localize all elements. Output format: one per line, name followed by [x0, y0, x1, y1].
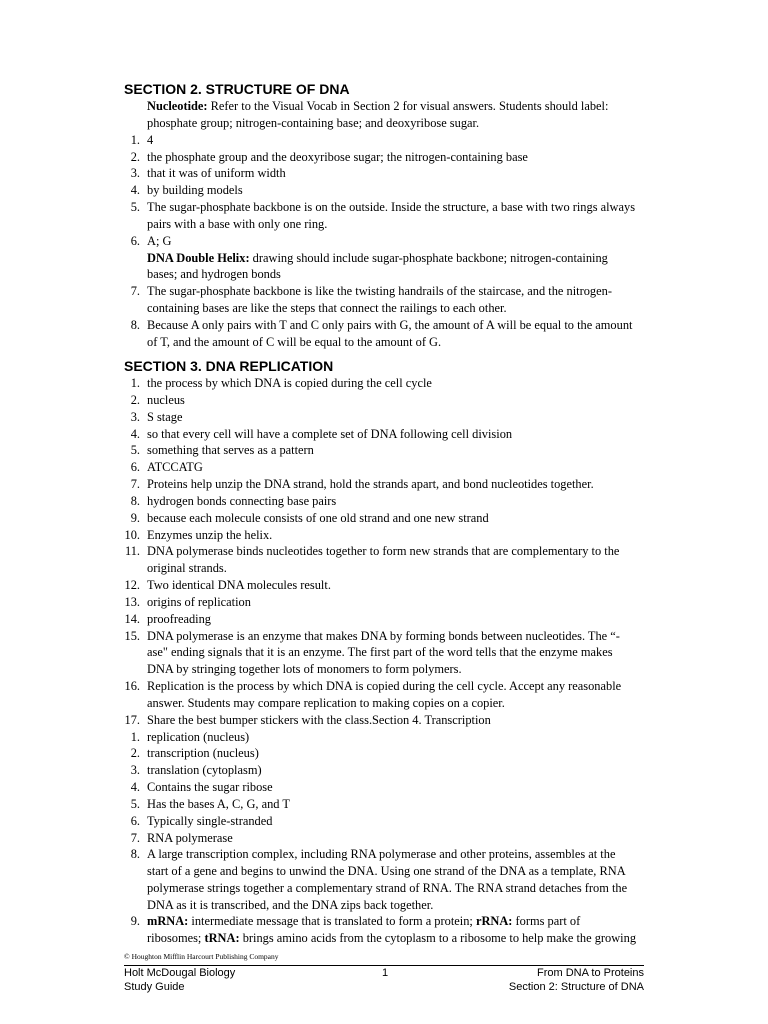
mrna-label: mRNA:: [147, 914, 189, 928]
section-3-heading: SECTION 3. DNA REPLICATION: [124, 358, 334, 374]
list-item: Has the bases A, C, G, and T: [147, 797, 290, 811]
list-item: RNA polymerase: [147, 831, 233, 845]
footer-page-number: 1: [381, 967, 389, 979]
list-number: 1.: [130, 730, 140, 744]
list-item-continued: original strands.: [147, 561, 227, 575]
list-item: that it was of uniform width: [147, 166, 286, 180]
list-item-continued: DNA as it is transcribed, and the DNA zips back together.: [147, 898, 434, 912]
list-item: Share the best bumper stickers with the class.Section 4. Transcription: [147, 713, 491, 727]
helix-line-2: bases; and hydrogen bonds: [147, 267, 281, 281]
list-item: Enzymes unzip the helix.: [147, 528, 273, 542]
list-item: 4: [147, 133, 154, 147]
list-item-continued: DNA by stringing together lots of monomers to form polymers.: [147, 662, 462, 676]
trna-label: tRNA:: [204, 931, 240, 945]
list-item-continued: start of a gene and begins to unwind the DNA. Using one strand of the DNA as a template, RNA: [147, 864, 626, 878]
copyright-notice: © Houghton Mifflin Harcourt Publishing Company: [124, 952, 279, 961]
list-number: 13.: [124, 595, 140, 609]
list-number: 2.: [130, 746, 140, 760]
list-item: A; G: [147, 234, 172, 248]
list-item: [147, 913, 647, 930]
list-item: DNA polymerase is an enzyme that makes DNA by forming bonds between nucleotides. The “-: [147, 629, 620, 643]
list-item: The sugar-phosphate backbone is on the outside. Inside the structure, a base with two rings always: [147, 200, 636, 214]
list-number: 11.: [124, 544, 140, 558]
list-number: 4.: [130, 780, 140, 794]
list-number: 15.: [124, 629, 140, 643]
list-number: 9.: [130, 914, 140, 928]
helix-label: DNA Double Helix:: [147, 251, 250, 265]
list-item: replication (nucleus): [147, 730, 250, 744]
list-item: hydrogen bonds connecting base pairs: [147, 494, 337, 508]
footer-book-title: Holt McDougal Biology: [124, 967, 236, 979]
rrna-label: rRNA:: [475, 914, 513, 928]
list-number: 4.: [130, 183, 140, 197]
footer-divider: [124, 965, 644, 966]
list-number: 6.: [130, 460, 140, 474]
trna-text: brings amino acids from the cytoplasm to a ribosome to help make the growing: [239, 931, 637, 945]
list-item-continued: containing bases are like the steps that connect the railings to each other.: [147, 301, 507, 315]
list-number: 12.: [124, 578, 140, 592]
list-number: 9.: [130, 511, 140, 525]
helix-line-1: [147, 250, 647, 267]
nucleotide-line-1: [147, 98, 647, 115]
list-number: 2.: [130, 150, 140, 164]
list-number: 5.: [130, 200, 140, 214]
list-number: 2.: [130, 393, 140, 407]
list-item: Because A only pairs with T and C only pairs with G, the amount of A will be equal to the amount: [147, 318, 633, 332]
list-item: by building models: [147, 183, 243, 197]
list-item: nucleus: [147, 393, 185, 407]
list-number: 8.: [130, 847, 140, 861]
list-number: 8.: [130, 318, 140, 332]
list-number: 4.: [130, 427, 140, 441]
nucleotide-line-2: phosphate group; nitrogen-containing base; and deoxyribose sugar.: [147, 116, 480, 130]
list-item-continued: [147, 930, 647, 947]
list-item: DNA polymerase binds nucleotides together to form new strands that are complementary to the: [147, 544, 620, 558]
ribosomes-text: ribosomes;: [147, 931, 205, 945]
list-item: Typically single-stranded: [147, 814, 273, 828]
list-item-continued: ase" ending signals that it is an enzyme. The first part of the word tells that the enzyme makes: [147, 645, 613, 659]
list-number: 7.: [130, 477, 140, 491]
list-item: A large transcription complex, including RNA polymerase and other proteins, assembles at the: [147, 847, 616, 861]
list-number: 8.: [130, 494, 140, 508]
list-number: 1.: [130, 376, 140, 390]
list-number: 16.: [124, 679, 140, 693]
list-item: Contains the sugar ribose: [147, 780, 273, 794]
nucleotide-label: Nucleotide:: [147, 99, 208, 113]
list-item-continued: answer. Students may compare replication to making copies on a copier.: [147, 696, 505, 710]
footer-book-subtitle: Study Guide: [124, 981, 185, 993]
list-item: The sugar-phosphate backbone is like the twisting handrails of the staircase, and the nitrogen-: [147, 284, 612, 298]
list-number: 14.: [124, 612, 140, 626]
list-item: ATCCATG: [147, 460, 203, 474]
list-item-continued: of T, and the amount of C will be equal to the amount of G.: [147, 335, 442, 349]
list-number: 10.: [124, 528, 140, 542]
list-number: 1.: [130, 133, 140, 147]
helix-text: drawing should include sugar-phosphate backbone; nitrogen-containing: [249, 251, 608, 265]
list-item-continued: pairs with a base with only one ring.: [147, 217, 328, 231]
list-item: something that serves as a pattern: [147, 443, 314, 457]
mrna-text: intermediate message that is translated to form a protein;: [188, 914, 476, 928]
list-item-continued: polymerase strings together a complementary strand of RNA. The RNA strand detaches from the: [147, 881, 628, 895]
list-item: Two identical DNA molecules result.: [147, 578, 331, 592]
list-item: translation (cytoplasm): [147, 763, 262, 777]
list-number: 17.: [124, 713, 140, 727]
list-number: 3.: [130, 763, 140, 777]
list-number: 3.: [130, 166, 140, 180]
section-2-heading: SECTION 2. STRUCTURE OF DNA: [124, 81, 350, 97]
list-number: 7.: [130, 284, 140, 298]
list-number: 5.: [130, 443, 140, 457]
list-number: 5.: [130, 797, 140, 811]
list-number: 7.: [130, 831, 140, 845]
list-number: 6.: [130, 814, 140, 828]
list-item: origins of replication: [147, 595, 251, 609]
list-number: 3.: [130, 410, 140, 424]
nucleotide-text: Refer to the Visual Vocab in Section 2 for visual answers. Students should label:: [207, 99, 609, 113]
list-item: the phosphate group and the deoxyribose sugar; the nitrogen-containing base: [147, 150, 528, 164]
list-item: S stage: [147, 410, 183, 424]
list-number: 6.: [130, 234, 140, 248]
list-item: transcription (nucleus): [147, 746, 259, 760]
rrna-text: forms part of: [512, 914, 581, 928]
list-item: so that every cell will have a complete set of DNA following cell division: [147, 427, 513, 441]
footer-chapter-title: From DNA to Proteins: [537, 967, 644, 979]
list-item: Proteins help unzip the DNA strand, hold the strands apart, and bond nucleotides together.: [147, 477, 594, 491]
footer-section-title: Section 2: Structure of DNA: [508, 981, 644, 993]
list-item: because each molecule consists of one old strand and one new strand: [147, 511, 489, 525]
list-item: the process by which DNA is copied during the cell cycle: [147, 376, 432, 390]
list-item: proofreading: [147, 612, 211, 626]
list-item: Replication is the process by which DNA is copied during the cell cycle. Accept any reasonable: [147, 679, 622, 693]
